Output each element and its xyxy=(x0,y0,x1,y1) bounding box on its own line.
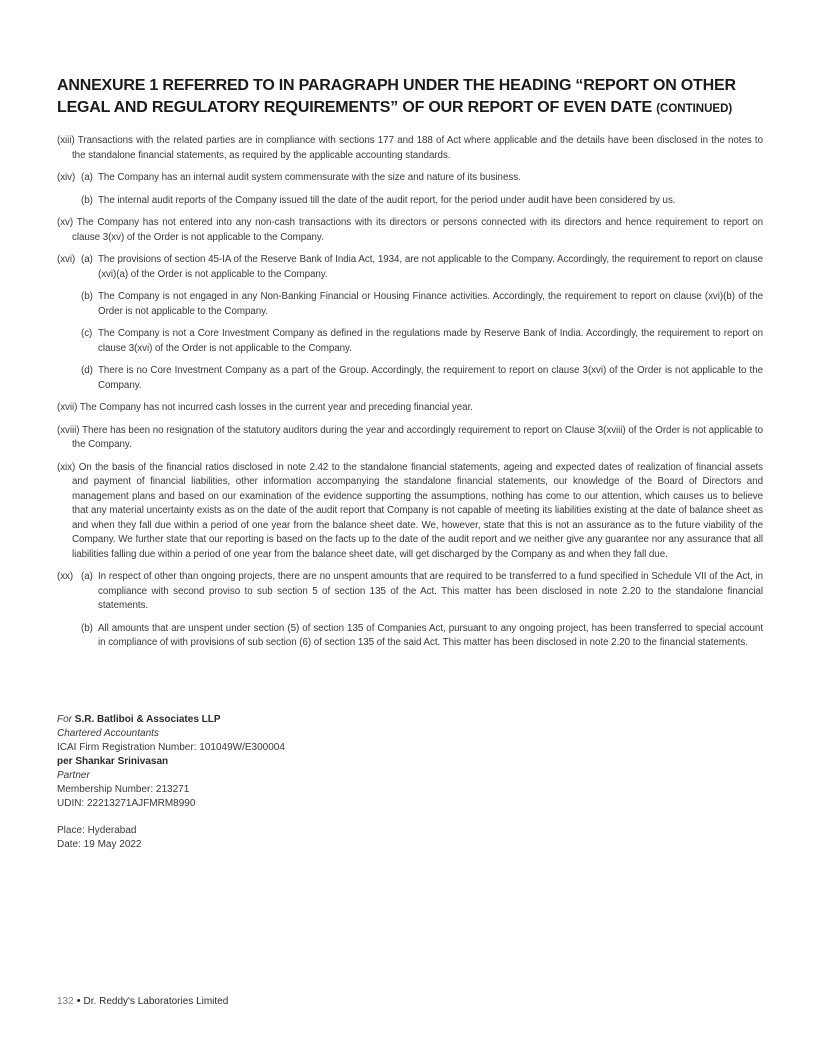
clause-text: There is no Core Investment Company as a part of the Group. Accordingly, the requirement to report on clause 3(xvi) of the Order is not applicable to the Company. xyxy=(98,365,763,391)
signature-registration-number: ICAI Firm Registration Number: 101049W/E300004 xyxy=(57,741,285,753)
clause-subnumber: (a) xyxy=(81,172,93,183)
clause-text: The internal audit reports of the Company issued till the date of the audit report, for the period under audit have been considered by us. xyxy=(98,194,676,206)
clause-number: (xx) xyxy=(57,571,74,582)
clause-subnumber: (c) xyxy=(81,328,93,339)
clause-text: On the basis of the financial ratios disclosed in note 2.42 to the standalone financial statements, ageing and expected dates of realization of financial assets and payment of financial liabilities, other information accompanying the standalone financial statements, our knowledge of the Board of Directors and management plans and based on our examination of the evidence supporting the assumptions, nothing has come to our attention, which causes us to believe that any material uncertainty exists as on the date of the audit report that Company is not capable of meeting its liabilities existing at the date of balance sheet as and when they fall due within a period of one year from the balance sheet date. We, however, state that this is not an assurance as to the future viability of the Company. We further state that our reporting is based on the facts up to the date of the audit report and we neither give any guarantee nor any assurance that all liabilities falling due within a period of one year from the balance sheet date, will get discharged by the Company as and when they fall due. xyxy=(72,461,763,560)
clause-subnumber: (b) xyxy=(81,622,93,634)
clause-text: There has been no resignation of the statutory auditors during the year and accordingly requirement to report on Clause 3(xviii) of the Order is not applicable to the Company. xyxy=(72,424,764,450)
clause-number: (xvii) xyxy=(57,402,78,413)
clause-text: The Company has an internal audit system commensurate with the size and nature of its business. xyxy=(98,172,521,183)
signature-signatory-name: per Shankar Srinivasan xyxy=(57,755,169,767)
page-title-continued: (CONTINUED) xyxy=(656,102,733,115)
clause-text: All amounts that are unspent under section (5) of section 135 of Companies Act, pursuant to any ongoing project, has been transferred to special account in compliance of with provisions of sub section (6) of section 135 of the said Act. This matter has been disclosed in note 2.20 to the financial statements. xyxy=(98,622,763,648)
clause-text: Transactions with the related parties are in compliance with sections 177 and 188 of Act where applicable and the details have been disclosed in the notes to the standalone financial statements, as required by the applicable accounting standards. xyxy=(72,135,763,161)
clause-xx-a xyxy=(57,570,763,614)
clause-number-spacer xyxy=(57,327,81,356)
clause-subnumber: (d) xyxy=(81,365,93,376)
footer-page-number: 132 xyxy=(57,996,74,1007)
clause-xvi-b xyxy=(57,290,763,319)
signature-signatory-role: Partner xyxy=(57,769,90,781)
signature-for-prefix: For xyxy=(57,713,72,725)
clause-number: (xiv) xyxy=(57,172,76,183)
clause-xiv-a xyxy=(57,171,763,186)
clause-text: The provisions of section 45-IA of the Reserve Bank of India Act, 1934, are not applicable to the Company. Accordingly, the requirement to report on clause (xvi)(a) of the Order is not applicable to the Company. xyxy=(98,254,763,280)
signature-firm-role: Chartered Accountants xyxy=(57,727,159,739)
signature-date: Date: 19 May 2022 xyxy=(57,838,142,850)
clause-subnumber: (a) xyxy=(81,254,93,265)
clause-subnumber: (a) xyxy=(81,571,93,582)
clause-xx-b xyxy=(57,622,763,651)
clause-text: The Company has not incurred cash losses in the current year and preceding financial year. xyxy=(79,402,473,413)
signature-udin: UDIN: 22213271AJFMRM8990 xyxy=(57,797,196,809)
page-title-text: ANNEXURE 1 REFERRED TO IN PARAGRAPH UNDER THE HEADING “REPORT ON OTHER LEGAL AND REGULATORY REQUIREMENTS” OF OUR REPORT OF EVEN DATE xyxy=(57,77,736,116)
clauses-list xyxy=(57,134,763,651)
clause-text: The Company is not a Core Investment Company as defined in the regulations made by Reserve Bank of India. Accordingly, the requirement to report on clause 3(xvi) of the Order is not applicable to the Company. xyxy=(98,328,763,354)
signature-gap xyxy=(57,811,763,824)
clause-xvi-c xyxy=(57,327,763,356)
clause-xiii xyxy=(57,134,763,163)
clause-number: (xiii) xyxy=(57,135,75,146)
clause-number: (xviii) xyxy=(57,424,80,436)
clause-number-spacer xyxy=(57,622,81,651)
clause-xix xyxy=(57,461,763,563)
clause-xv xyxy=(57,216,763,245)
signature-place: Place: Hyderabad xyxy=(57,824,137,836)
signature-membership-number: Membership Number: 213271 xyxy=(57,783,190,795)
clause-number-spacer xyxy=(57,194,81,209)
signature-firm-name: S.R. Batliboi & Associates LLP xyxy=(74,713,221,725)
clause-number: (xvi) xyxy=(57,254,76,265)
clause-number-spacer xyxy=(57,290,81,319)
clause-text: The Company is not engaged in any Non-Banking Financial or Housing Finance activities. Accordingly, the requirement to report on clause (xvi)(b) of the Order is not applicable to the Company. xyxy=(98,291,763,317)
signature-firm-line xyxy=(57,713,763,727)
signature-block xyxy=(57,713,763,852)
clause-xviii xyxy=(57,424,763,453)
clause-text: In respect of other than ongoing projects, there are no unspent amounts that are required to be transferred to a fund specified in Schedule VII of the Act, in compliance with second proviso to sub section 5 of section 135 of the Act. This matter has been disclosed in note 2.20 to the standalone financial statements. xyxy=(98,571,763,611)
clause-xvi-d xyxy=(57,364,763,393)
footer-company-name: Dr. Reddy's Laboratories Limited xyxy=(83,996,229,1007)
clause-number: (xix) xyxy=(57,461,76,473)
page-title xyxy=(57,75,763,120)
clause-xvi-a xyxy=(57,253,763,282)
footer-bullet-separator: • xyxy=(76,995,81,1007)
clause-xiv-b xyxy=(57,194,763,209)
clause-subnumber: (b) xyxy=(81,291,93,302)
clause-subnumber: (b) xyxy=(81,194,93,206)
clause-number: (xv) xyxy=(57,217,74,228)
clause-number-spacer xyxy=(57,364,81,393)
clause-xvii xyxy=(57,401,763,416)
clause-text: The Company has not entered into any non-cash transactions with its directors or persons connected with its directors and hence requirement to report on clause 3(xv) of the Order is not applicable to the Company. xyxy=(72,217,763,243)
page-footer xyxy=(57,995,228,1007)
